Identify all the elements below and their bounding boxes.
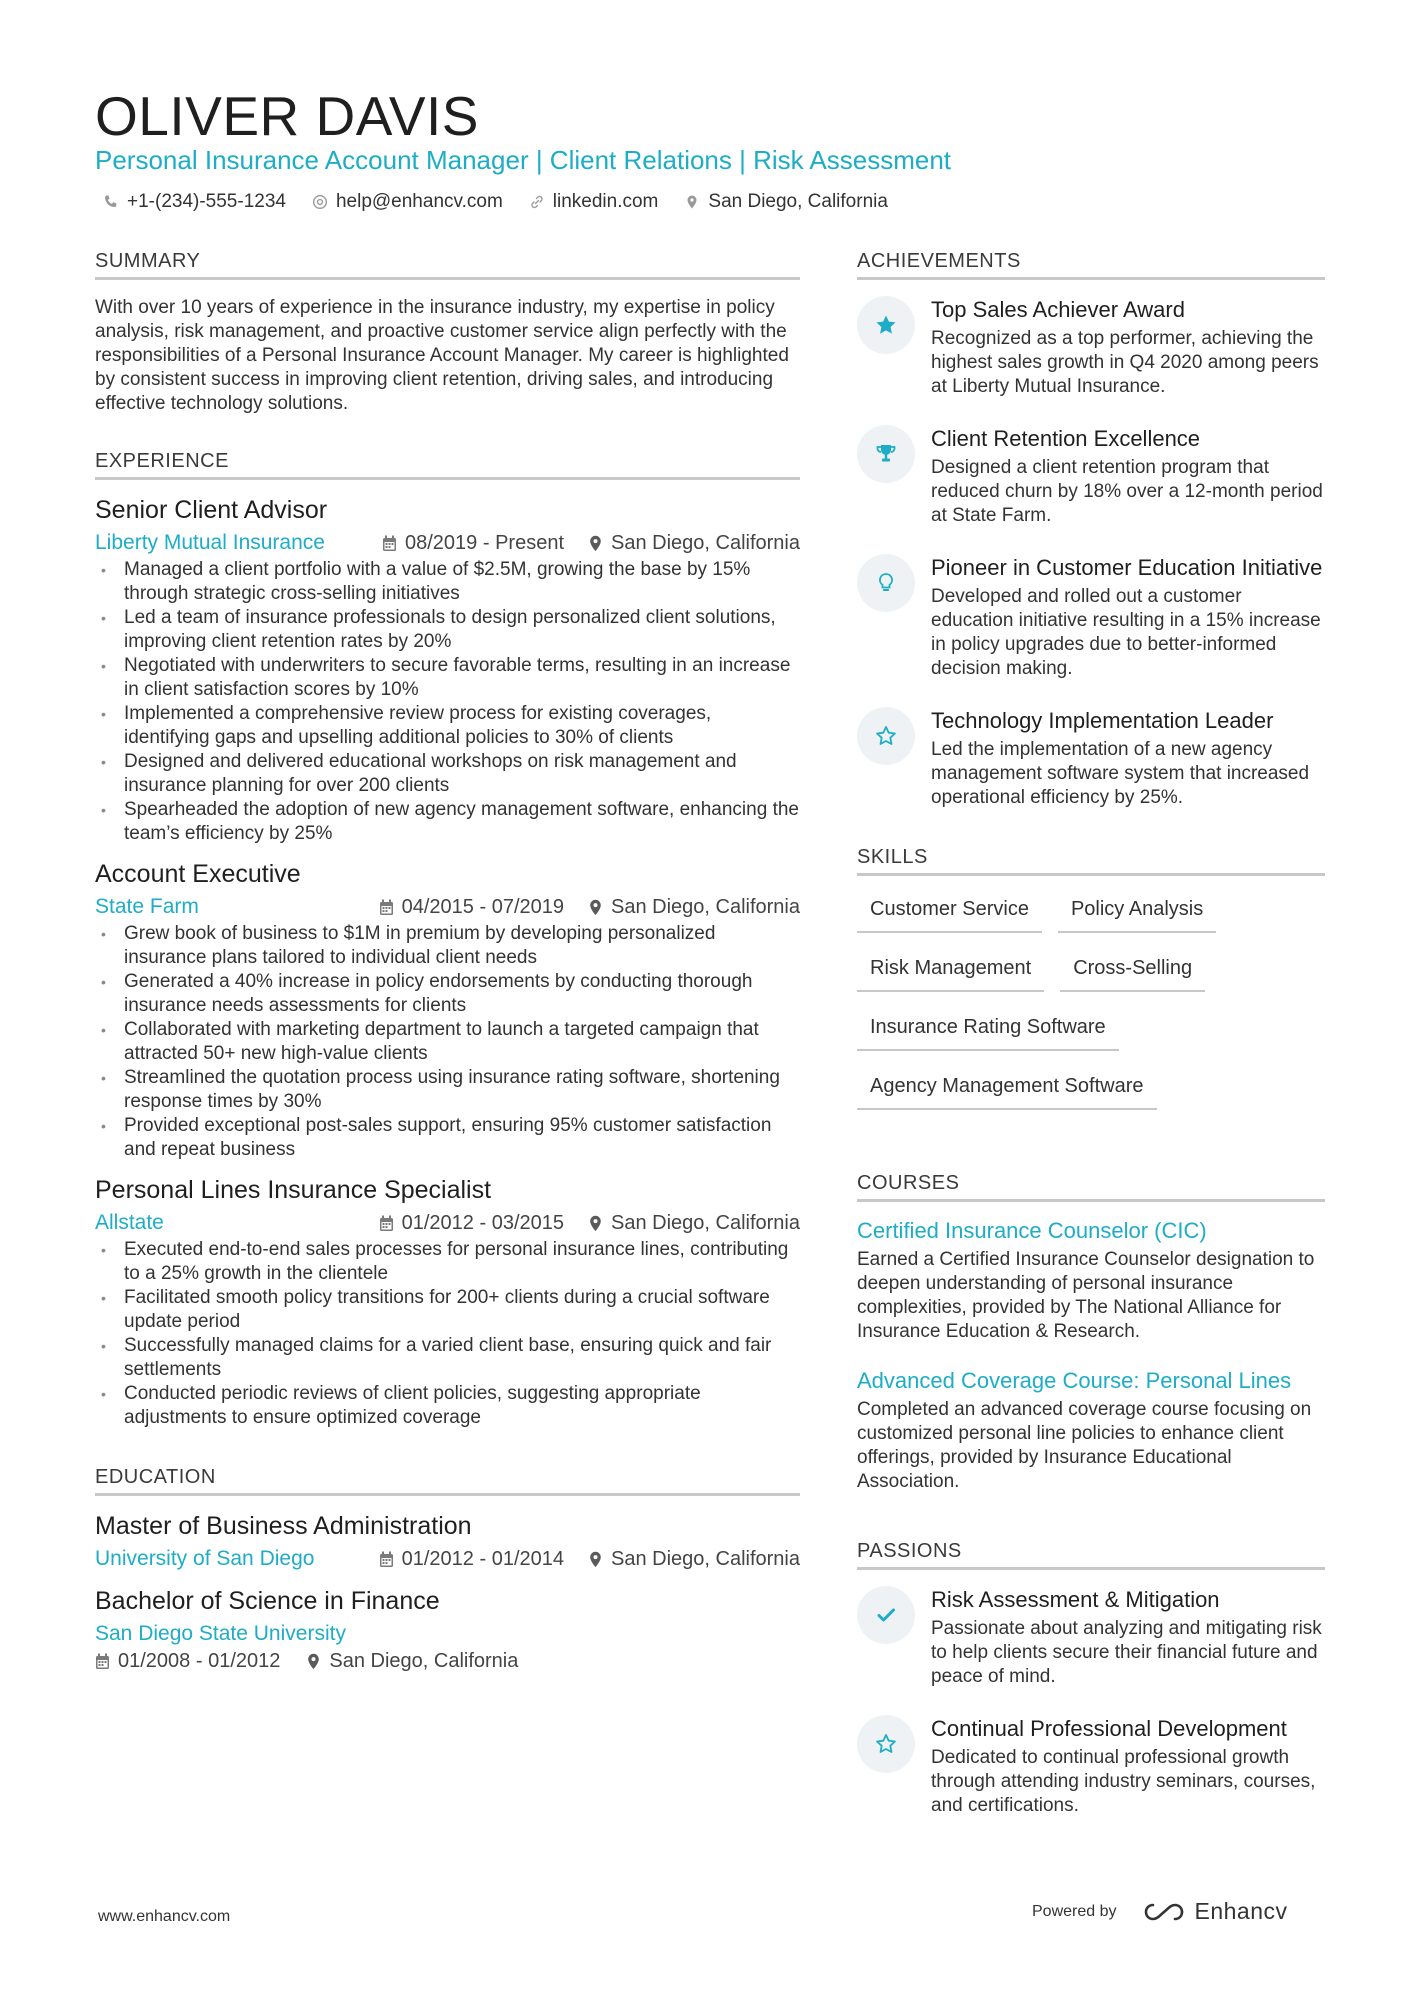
contact-bar <box>103 191 888 213</box>
passion-title: Continual Professional Development <box>931 1716 1287 1741</box>
company-name: State Farm <box>95 895 199 918</box>
job-meta-right <box>382 532 800 555</box>
achievement-description: Designed a client retention program that reduced churn by 18% over a 12-month period at State Farm. <box>931 457 1323 526</box>
skill-tag: Policy Analysis <box>1058 898 1216 933</box>
powered-by-label: Powered by <box>1032 1902 1117 1920</box>
contact-location <box>684 191 888 213</box>
email-text: help@enhancv.com <box>335 191 503 212</box>
skills-list <box>857 898 1325 1110</box>
education-location <box>588 1548 800 1571</box>
achievement-description: Led the implementation of a new agency management software system that increased operational efficiency by 25%. <box>931 739 1310 808</box>
job-location-text: San Diego, California <box>611 895 800 918</box>
job-bullet: • Successfully managed claims for a varied client base, ensuring quick and fair settlements <box>95 1334 800 1382</box>
brand-name: Enhancv <box>1194 1898 1288 1924</box>
job-dates-text: 08/2019 - Present <box>405 531 564 554</box>
education-location-text: San Diego, California <box>329 1650 519 1672</box>
linkedin-text: linkedin.com <box>552 191 659 212</box>
company-name: Allstate <box>95 1211 164 1234</box>
passion-title: Risk Assessment & Mitigation <box>931 1587 1220 1612</box>
job-bullets <box>95 1238 800 1430</box>
calendar-icon <box>95 1653 110 1670</box>
location-text: San Diego, California <box>708 191 888 212</box>
job-meta <box>95 531 800 555</box>
job-title: Account Executive <box>95 860 301 888</box>
education-dates-text: 01/2008 - 01/2012 <box>118 1650 281 1672</box>
calendar-icon <box>379 899 394 916</box>
achievement-title: Technology Implementation Leader <box>931 708 1274 733</box>
passion-item <box>857 1586 1325 1689</box>
job-bullet: • Led a team of insurance professionals to design personalized client solutions, improving client retention rates by 20% <box>95 606 800 654</box>
contact-phone <box>103 191 286 213</box>
education-location-text: San Diego, California <box>611 1547 800 1570</box>
calendar-icon <box>379 1551 394 1568</box>
achievement-title: Top Sales Achiever Award <box>931 297 1185 322</box>
job-bullet: • Collaborated with marketing department to launch a targeted campaign that attracted 50+ new high-value clients <box>95 1018 800 1066</box>
education-list <box>95 1512 800 1673</box>
job-entry <box>95 496 800 846</box>
location-pin-icon <box>588 535 603 552</box>
job-title: Senior Client Advisor <box>95 496 328 524</box>
left-column <box>95 250 800 1689</box>
job-meta <box>95 1211 800 1235</box>
job-dates-text: 04/2015 - 07/2019 <box>401 895 564 918</box>
checkmark-icon <box>857 1586 915 1644</box>
passion-body <box>931 1586 1325 1689</box>
contact-email[interactable] <box>312 191 503 213</box>
achievement-item <box>857 296 1325 399</box>
link-icon <box>529 194 545 210</box>
footer-branding <box>1032 1898 1288 1925</box>
phone-text: +1-(234)-555-1234 <box>127 191 286 212</box>
job-bullet: • Conducted periodic reviews of client policies, suggesting appropriate adjustments to ensure optimized coverage <box>95 1382 800 1430</box>
location-pin-icon <box>306 1653 321 1670</box>
course-item <box>857 1368 1325 1494</box>
achievement-body <box>931 554 1325 681</box>
education-meta-right <box>379 1548 800 1571</box>
job-bullet: • Provided exceptional post-sales support, ensuring 95% customer satisfaction and repeat business <box>95 1114 800 1162</box>
degree-title: Master of Business Administration <box>95 1512 472 1540</box>
skill-tag: Insurance Rating Software <box>857 1016 1119 1051</box>
course-description: Completed an advanced coverage course focusing on customized personal line policies to enhance client offerings, provided by Insurance Educational Association. <box>857 1399 1312 1492</box>
achievement-description: Recognized as a top performer, achieving the highest sales growth in Q4 2020 among peers at Liberty Mutual Insurance. <box>931 328 1319 397</box>
job-bullets <box>95 558 800 846</box>
job-bullet: • Implemented a comprehensive review process for existing coverages, identifying gaps and upselling additional policies to 30% of clients <box>95 702 800 750</box>
course-description: Earned a Certified Insurance Counselor designation to deepen understanding of personal insurance complexities, provided by The National Alliance for Insurance Education & Research. <box>857 1249 1315 1342</box>
job-meta-right <box>379 1212 800 1235</box>
calendar-icon <box>382 535 397 552</box>
education-location <box>306 1650 518 1673</box>
education-dates-text: 01/2012 - 01/2014 <box>401 1547 564 1570</box>
job-meta-right <box>379 896 800 919</box>
at-icon <box>312 194 328 210</box>
education-meta <box>95 1547 800 1571</box>
achievement-title: Client Retention Excellence <box>931 426 1201 451</box>
job-bullet: • Facilitated smooth policy transitions for 200+ clients during a crucial software update period <box>95 1286 800 1334</box>
job-meta <box>95 895 800 919</box>
trophy-icon <box>857 425 915 483</box>
job-location-text: San Diego, California <box>611 531 800 554</box>
experience-list <box>95 496 800 1430</box>
job-bullet: • Negotiated with underwriters to secure favorable terms, resulting in an increase in client satisfaction scores by 10% <box>95 654 800 702</box>
job-bullet: • Designed and delivered educational workshops on risk management and insurance planning for over 200 clients <box>95 750 800 798</box>
summary-text: With over 10 years of experience in the insurance industry, my expertise in policy analysis, risk management, and proactive customer service align perfectly with the responsibilities of a Personal Insurance Account Manager. My career is highlighted by consistent success in improving client retention, driving sales, and introducing effective technology solutions. <box>95 297 789 414</box>
course-title: Certified Insurance Counselor (CIC) <box>857 1218 1207 1243</box>
education-dates <box>379 1548 564 1571</box>
summary-heading: SUMMARY <box>95 250 800 280</box>
job-location-text: San Diego, California <box>611 1211 800 1234</box>
job-dates <box>379 896 564 919</box>
job-dates <box>379 1212 564 1235</box>
job-location <box>588 532 800 555</box>
enhancv-logo-icon <box>1141 1901 1187 1923</box>
headline: Personal Insurance Account Manager | Client Relations | Risk Assessment <box>95 145 952 175</box>
lightbulb-icon <box>857 554 915 612</box>
achievements-heading: ACHIEVEMENTS <box>857 250 1325 280</box>
education-entry <box>95 1512 800 1571</box>
job-bullet: • Managed a client portfolio with a value of $2.5M, growing the base by 15% through strategic cross-selling initiatives <box>95 558 800 606</box>
job-location <box>588 1212 800 1235</box>
company-name: Liberty Mutual Insurance <box>95 531 325 554</box>
job-bullet: • Grew book of business to $1M in premium by developing personalized insurance plans tailored to individual client needs <box>95 922 800 970</box>
job-bullet: • Spearheaded the adoption of new agency management software, enhancing the team’s efficiency by 25% <box>95 798 800 846</box>
education-entry <box>95 1587 800 1673</box>
education-heading: EDUCATION <box>95 1466 800 1496</box>
passion-description: Passionate about analyzing and mitigating risk to help clients secure their financial future and peace of mind. <box>931 1618 1322 1687</box>
achievement-item <box>857 554 1325 681</box>
course-item <box>857 1218 1325 1344</box>
school-name: San Diego State University <box>95 1622 346 1645</box>
courses-heading: COURSES <box>857 1172 1325 1202</box>
achievement-item <box>857 425 1325 528</box>
education-dates <box>95 1650 280 1673</box>
degree-title: Bachelor of Science in Finance <box>95 1587 440 1615</box>
location-pin-icon <box>588 899 603 916</box>
job-bullet: • Generated a 40% increase in policy endorsements by conducting thorough insurance needs assessments for clients <box>95 970 800 1018</box>
course-title: Advanced Coverage Course: Personal Lines <box>857 1368 1292 1393</box>
star-outline-icon <box>857 1715 915 1773</box>
location-pin-icon <box>684 194 700 210</box>
skills-heading: SKILLS <box>857 846 1325 876</box>
passion-body <box>931 1715 1325 1818</box>
phone-icon <box>103 194 119 210</box>
achievement-item <box>857 707 1325 810</box>
skill-tag: Cross-Selling <box>1060 957 1205 992</box>
job-location <box>588 896 800 919</box>
achievement-description: Developed and rolled out a customer education initiative resulting in a 15% increase in policy upgrades due to better-informed decision making. <box>931 586 1321 679</box>
passion-description: Dedicated to continual professional growth through attending industry seminars, courses, and certifications. <box>931 1747 1316 1816</box>
calendar-icon <box>379 1215 394 1232</box>
achievements-list <box>857 296 1325 810</box>
star-filled-icon <box>857 296 915 354</box>
achievement-body <box>931 296 1325 399</box>
right-column <box>857 250 1325 1844</box>
job-bullet: • Executed end-to-end sales processes for personal insurance lines, contributing to a 25% growth in the clientele <box>95 1238 800 1286</box>
job-entry <box>95 860 800 1162</box>
achievement-body <box>931 425 1325 528</box>
contact-linkedin[interactable] <box>529 191 659 213</box>
location-pin-icon <box>588 1215 603 1232</box>
job-bullet: • Streamlined the quotation process using insurance rating software, shortening response times by 30% <box>95 1066 800 1114</box>
candidate-name: OLIVER DAVIS <box>95 85 479 147</box>
school-name: University of San Diego <box>95 1547 315 1570</box>
experience-heading: EXPERIENCE <box>95 450 800 480</box>
skill-tag: Customer Service <box>857 898 1042 933</box>
job-dates <box>382 532 564 555</box>
job-title: Personal Lines Insurance Specialist <box>95 1176 492 1204</box>
passion-item <box>857 1715 1325 1818</box>
star-outline-icon <box>857 707 915 765</box>
achievement-body <box>931 707 1325 810</box>
skill-tag: Risk Management <box>857 957 1044 992</box>
passions-list <box>857 1586 1325 1818</box>
education-meta <box>95 1650 800 1673</box>
footer-website[interactable]: www.enhancv.com <box>98 1908 231 1925</box>
job-dates-text: 01/2012 - 03/2015 <box>401 1211 564 1234</box>
skill-tag: Agency Management Software <box>857 1075 1157 1110</box>
achievement-title: Pioneer in Customer Education Initiative <box>931 555 1323 580</box>
brand-logo <box>1141 1898 1288 1925</box>
courses-list <box>857 1218 1325 1494</box>
passions-heading: PASSIONS <box>857 1540 1325 1570</box>
job-bullets <box>95 922 800 1162</box>
job-entry <box>95 1176 800 1430</box>
location-pin-icon <box>588 1551 603 1568</box>
